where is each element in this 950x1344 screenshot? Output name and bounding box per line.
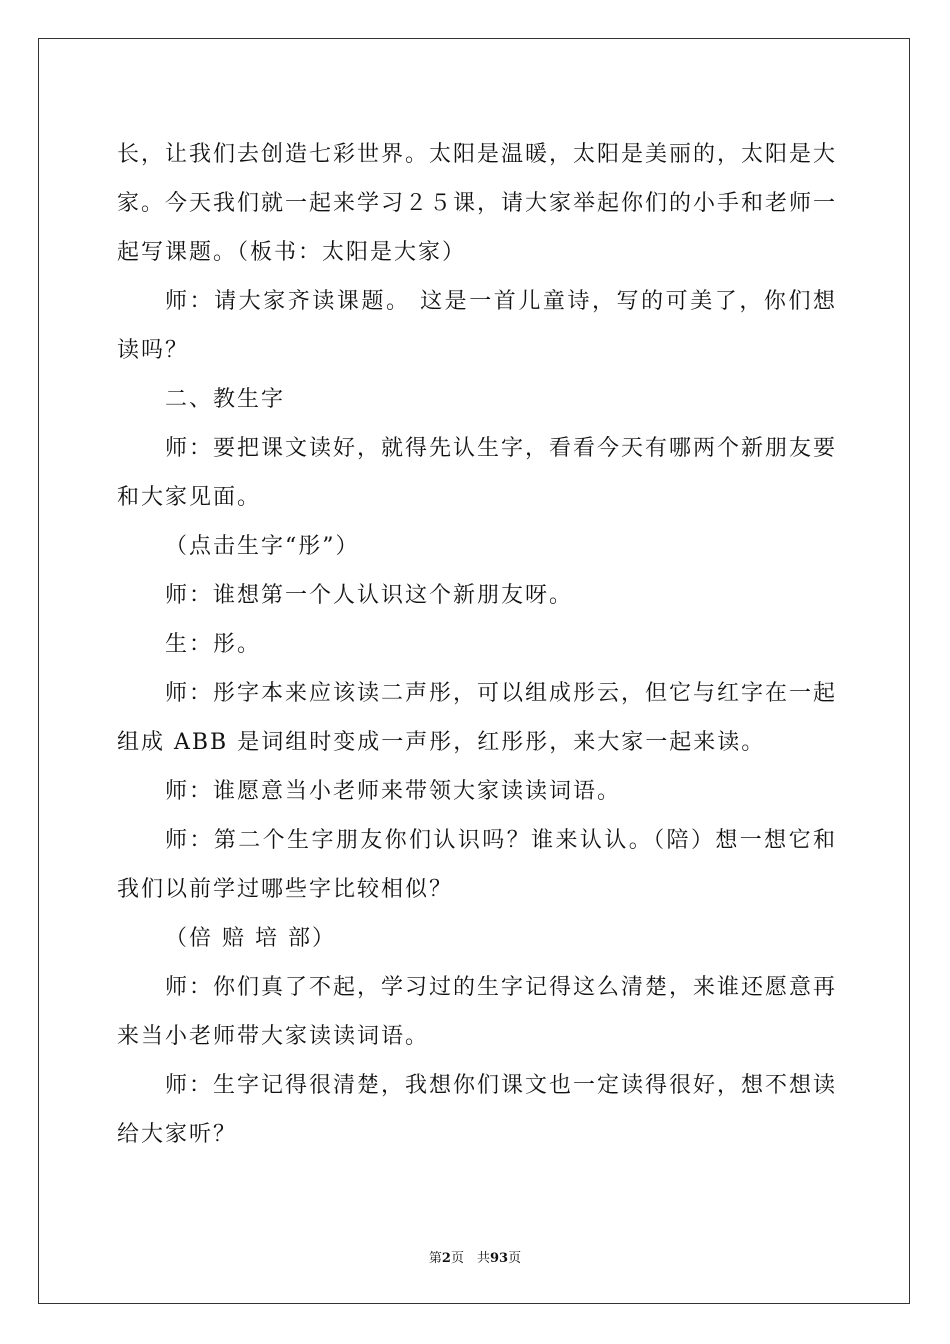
paragraph: 师：你们真了不起，学习过的生字记得这么清楚，来谁还愿意再来当小老师带大家读读词语。 xyxy=(117,975,838,1049)
paragraph: 师：请大家齐读课题。 这是一首儿童诗，写的可美了，你们想读吗？ xyxy=(117,289,837,363)
paragraph: （倍 赔 培 部） xyxy=(165,926,336,951)
paragraph: 师：谁想第一个人认识这个新朋友呀。 xyxy=(165,583,574,608)
total-pages-number: 93 xyxy=(489,1251,509,1266)
paragraph: （点击生字“彤”） xyxy=(165,534,360,559)
footer-mid: 页 共 xyxy=(450,1251,490,1266)
paragraph: 师：彤字本来应该读二声彤，可以组成彤云，但它与红字在一起组成 ABB 是词组时变成一声彤，红彤彤，来大家一起来读。 xyxy=(117,681,838,755)
footer-suffix: 页 xyxy=(508,1251,522,1266)
paragraph: 生：彤。 xyxy=(165,632,262,657)
paragraph: 师：要把课文读好，就得先认生字，看看今天有哪两个新朋友要和大家见面。 xyxy=(117,436,838,510)
document-body xyxy=(117,130,837,1159)
paragraph: 长，让我们去创造七彩世界。太阳是温暖，太阳是美丽的，太阳是大家。今天我们就一起来学习２５课，请大家举起你们的小手和老师一起写课题。（板书：太阳是大家） xyxy=(117,142,838,265)
section-heading: 二、教生字 xyxy=(165,387,286,412)
current-page-number: 2 xyxy=(441,1251,451,1266)
footer-prefix: 第 xyxy=(428,1251,442,1266)
page-footer xyxy=(0,1247,950,1266)
paragraph: 师：第二个生字朋友你们认识吗？谁来认认。（陪）想一想它和我们以前学过哪些字比较相似？ xyxy=(117,828,837,902)
paragraph: 师：生字记得很清楚，我想你们课文也一定读得很好，想不想读给大家听？ xyxy=(117,1073,838,1147)
paragraph: 师：谁愿意当小老师来带领大家读读词语。 xyxy=(165,779,622,804)
